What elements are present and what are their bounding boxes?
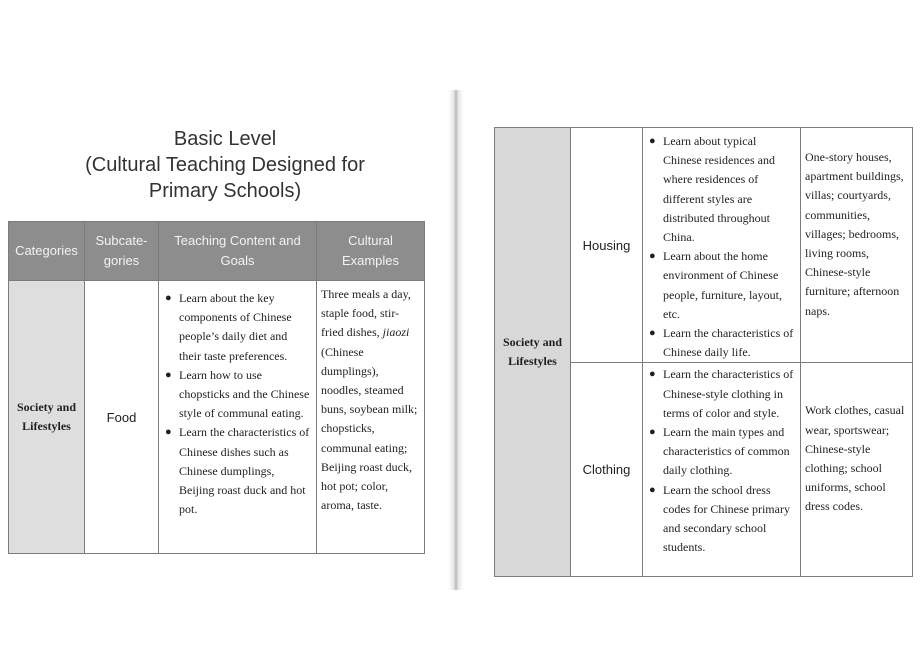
content-bullet: ● Learn the main types and characteristics of common daily clothing. [649, 425, 790, 478]
bullet-dot-icon: ● [649, 327, 656, 340]
content-bullet: ● Learn the school dress codes for Chinese primary and secondary school students. [649, 482, 790, 555]
teaching-content-cell [643, 128, 801, 363]
subcategory-cell: Food [85, 281, 159, 554]
content-bullet: ● Learn the characteristics of Chinese-style clothing in terms of color and style. [649, 367, 794, 420]
content-bullet: ● Learn how to use chopsticks and the Chinese style of communal eating. [165, 367, 310, 421]
bullet-dot-icon: ● [165, 426, 172, 439]
basic-level-table [8, 221, 425, 554]
table-row [9, 281, 425, 554]
content-bullet: ● Learn the characteristics of Chinese daily life. [649, 326, 794, 360]
subcategory-cell: Housing [571, 128, 643, 363]
content-bullet: ● Learn the characteristics of Chinese dishes such as Chinese dumplings, Beijing roast duck and hot pot. [165, 425, 310, 517]
content-bullet: ● Learn about typical Chinese residences and where residences of different styles are distributed throughout China. [649, 134, 775, 245]
header-subcategories: Subcate- gories [85, 222, 159, 281]
bullet-dot-icon: ● [165, 292, 172, 304]
page-title [30, 126, 420, 204]
book-spine [448, 90, 464, 590]
category-cell: Society and Lifestyles [9, 281, 85, 554]
cultural-examples-cell: One-story houses, apartment buildings, villas; courtyards, communities, villages; bedrooms, living rooms, Chinese-style furniture; afternoon naps. [801, 128, 913, 363]
header-cultural-examples: Cultural Examples [317, 222, 425, 281]
bullet-dot-icon: ● [649, 426, 656, 439]
teaching-content-cell [159, 281, 317, 554]
title-line: (Cultural Teaching Designed for [85, 154, 365, 176]
content-bullet: ● Learn about the home environment of Chinese people, furniture, layout, etc. [649, 249, 782, 321]
bullet-dot-icon: ● [649, 483, 656, 496]
bullet-dot-icon: ● [649, 368, 656, 381]
cultural-examples-cell: Three meals a day, staple food, stir-fried dishes, jiaozi (Chinese dumplings), noodles, steamed buns, soybean milk; chopsticks, communal eating; Beijing roast duck, hot pot; color, aroma, taste. [317, 281, 425, 554]
cultural-examples-cell: Work clothes, casual wear, sportswear; Chinese-style clothing; school uniforms, school dress codes. [801, 363, 913, 577]
title-line: Basic Level [173, 128, 277, 150]
content-bullet: ● Learn about the key components of Chinese people’s daily diet and their taste preferences. [165, 291, 292, 363]
header-categories: Categories [9, 222, 85, 281]
header-teaching-content: Teaching Content and Goals [159, 222, 317, 281]
table-header-row [9, 222, 425, 281]
title-line: Primary Schools) [148, 180, 302, 202]
bullet-dot-icon: ● [649, 135, 656, 147]
subcategory-cell: Clothing [571, 363, 643, 577]
category-cell: Society and Lifestyles [495, 128, 571, 577]
table-row [495, 128, 913, 363]
bullet-dot-icon: ● [165, 368, 172, 381]
teaching-content-cell [643, 363, 801, 577]
bullet-dot-icon: ● [649, 250, 656, 263]
continued-table [494, 127, 913, 577]
